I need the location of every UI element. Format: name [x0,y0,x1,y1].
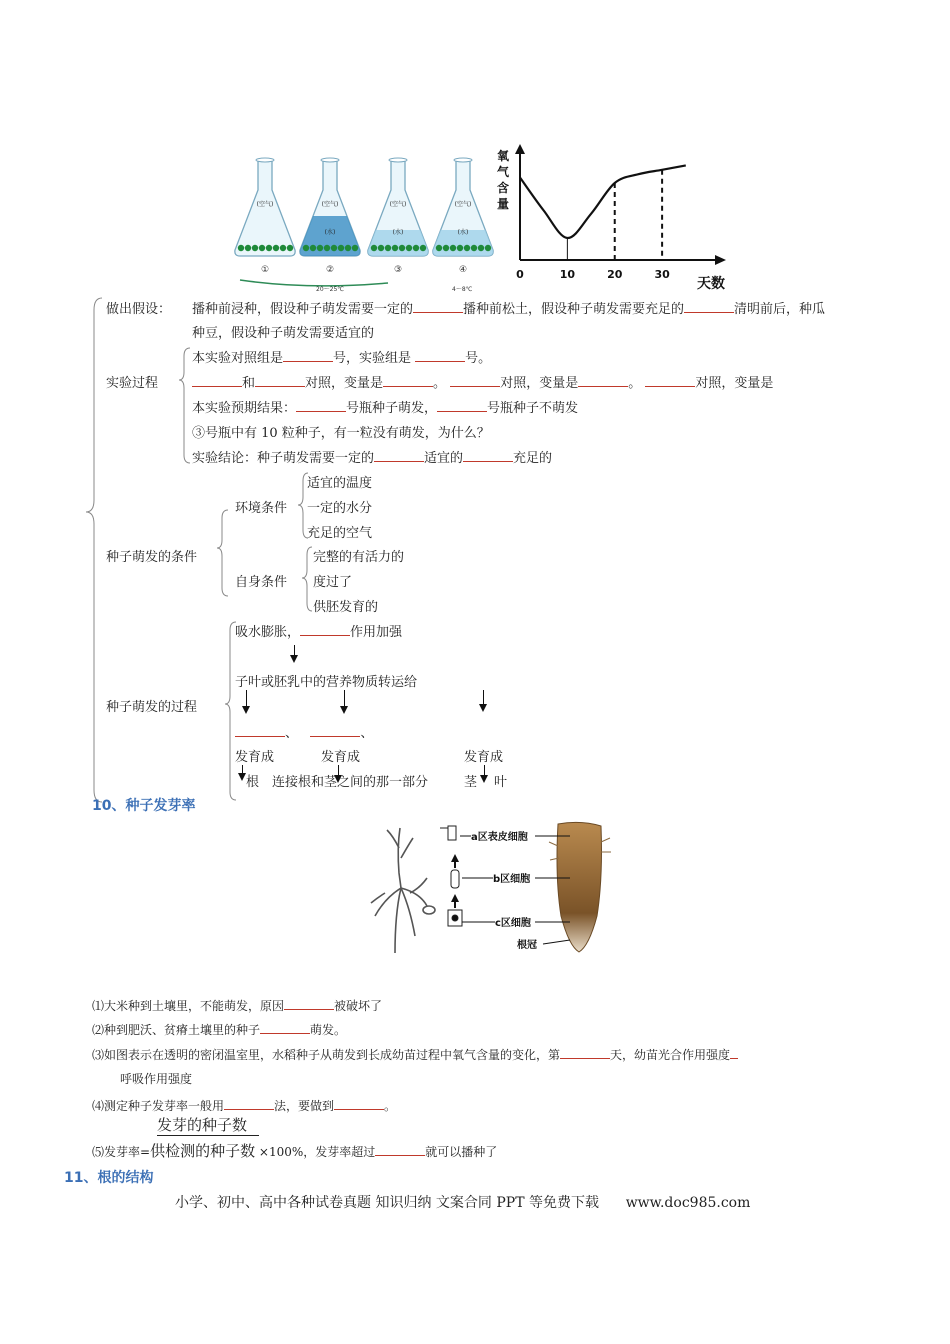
hypothesis-line-1: 播种前浸种，假设种子萌发需要一定的 播种前松土，假设种子萌发需要充足的 清明前后，种瓜 [192,298,825,317]
question-1: ⑴大米种到土壤里，不能萌发，原因 被破坏了 [92,996,382,1014]
blank[interactable] [645,373,695,387]
process-line-4: ③号瓶中有 10 粒种子，有一粒没有萌发，为什么？ [192,426,490,441]
self-item: 度过了 [313,575,353,590]
footer-text: 小学、初中、高中各种试卷真题 知识归纳 文案合同 PPT 等免费下载 [175,1195,599,1211]
chart-ylabel-char: 氧 [497,149,510,163]
footer-url[interactable]: www.doc985.com [625,1195,751,1211]
flask-label-air: (空气) [321,201,339,208]
chart-tick-label: 30 [654,268,670,281]
fraction-numerator: 发芽的种子数 [157,1114,259,1136]
self-item: 完整的有活力的 [313,550,405,565]
blank[interactable] [463,448,513,462]
temp-label-b: 4～8℃ [452,286,473,293]
chart-ylabel-char: 含 [497,181,510,195]
flask-label-air: (空气) [454,201,472,208]
root-structure-figure [365,818,615,963]
blank[interactable] [413,299,463,313]
blank[interactable] [235,723,285,737]
section-11-title: 11、根的结构 [64,1170,154,1186]
germ-step-3: 、 、 [235,722,373,741]
label-b-zone: b区细胞 [493,874,531,885]
develop-label: 发育成 [235,750,275,765]
blank[interactable] [300,622,350,636]
hypothesis-line-2: 种豆，假设种子萌发需要适宜的 [192,326,375,341]
chart-tick-label: 0 [516,268,524,281]
process-line-3: 本实验预期结果： 号瓶种子萌发， 号瓶种子不萌发 [192,397,578,416]
cell-column [440,826,462,926]
env-item: 一定的水分 [307,501,373,516]
footer [175,1192,750,1212]
question-2: ⑵种到肥沃、贫瘠土壤里的种子 萌发。 [92,1020,346,1038]
root-tip [557,822,602,952]
blank[interactable] [374,448,424,462]
blank[interactable] [284,996,334,1010]
chart-ylabel-char: 气 [497,165,510,179]
label-root-cap: 根冠 [517,940,537,951]
blank[interactable] [255,373,305,387]
hypothesis-label: 做出假设： [106,302,172,317]
section-10-title: 10、种子发芽率 [92,798,196,814]
blank[interactable] [383,373,433,387]
flask-label-air: (空气) [389,201,407,208]
self-label: 自身条件 [235,575,288,590]
chart-tick-label: 10 [559,268,576,281]
chart-tick-label: 20 [607,268,623,281]
germ-step-2: 子叶或胚乳中的营养物质转运给 [235,675,418,690]
result-root: 根 [246,775,260,790]
flask-number: ① [260,265,270,275]
blank[interactable] [730,1045,738,1059]
flask-number: ④ [458,265,468,275]
blank[interactable] [334,1096,384,1110]
develop-label: 发育成 [464,750,504,765]
env-item: 适宜的温度 [307,476,373,491]
blank[interactable] [415,348,465,362]
result-stem: 茎 [464,775,478,790]
self-item: 供胚发育的 [313,600,379,615]
conditions-label: 种子萌发的条件 [106,550,198,565]
env-item: 充足的空气 [307,526,373,541]
chart-ylabel-char: 量 [497,197,510,211]
blank[interactable] [578,373,628,387]
blank[interactable] [283,348,333,362]
process-line-2: 和 对照，变量是 。 对照，变量是 。 对照，变量是 [192,372,773,391]
result-hypocotyl: 连接根和茎之间的那一部分 [272,775,429,790]
flask-label-water: (水) [457,229,469,236]
flask-label-air: (空气) [256,201,274,208]
flask-label-water: (水) [392,229,404,236]
env-label: 环境条件 [235,501,288,516]
temp-label-a: 20～25℃ [316,286,345,293]
blank[interactable] [560,1045,610,1059]
develop-label: 发育成 [321,750,361,765]
blank[interactable] [437,398,487,412]
blank[interactable] [684,299,734,313]
germ-step-1: 吸水膨胀， 作用加强 [235,621,402,640]
label-c-zone: c区细胞 [495,918,531,929]
blank[interactable] [375,1142,425,1156]
process-line-5: 实验结论：种子萌发需要一定的 适宜的 充足的 [192,447,552,466]
chart-xlabel: 天数 [697,276,725,292]
flask-number: ③ [393,265,403,275]
flask-number: ② [325,265,335,275]
blank[interactable] [310,723,360,737]
flask-label-water: (水) [324,229,336,236]
process-line-1: 本实验对照组是 号，实验组是 号。 [192,347,491,366]
process-label: 实验过程 [106,376,159,391]
process2-label: 种子萌发的过程 [106,700,198,715]
result-leaf: 叶 [494,775,508,790]
question-5: ⑸发芽率=供检测的种子数 ×100%，发芽率超过 就可以播种了 [92,1142,498,1160]
question-4: ⑷测定种子发芽率一般用 法，要做到 。 [92,1096,396,1114]
seedling-drawing [371,828,435,953]
blank[interactable] [450,373,500,387]
question-3-cont: 呼吸作用强度 [120,1072,193,1086]
blank[interactable] [192,373,242,387]
blank[interactable] [296,398,346,412]
question-3: ⑶如图表示在透明的密闭温室里，水稻种子从萌发到长成幼苗过程中氧气含量的变化，第 天，幼苗光合作用强度 [92,1045,738,1063]
label-a-zone: a区表皮细胞 [471,832,528,843]
blank[interactable] [224,1096,274,1110]
blank[interactable] [260,1020,310,1034]
